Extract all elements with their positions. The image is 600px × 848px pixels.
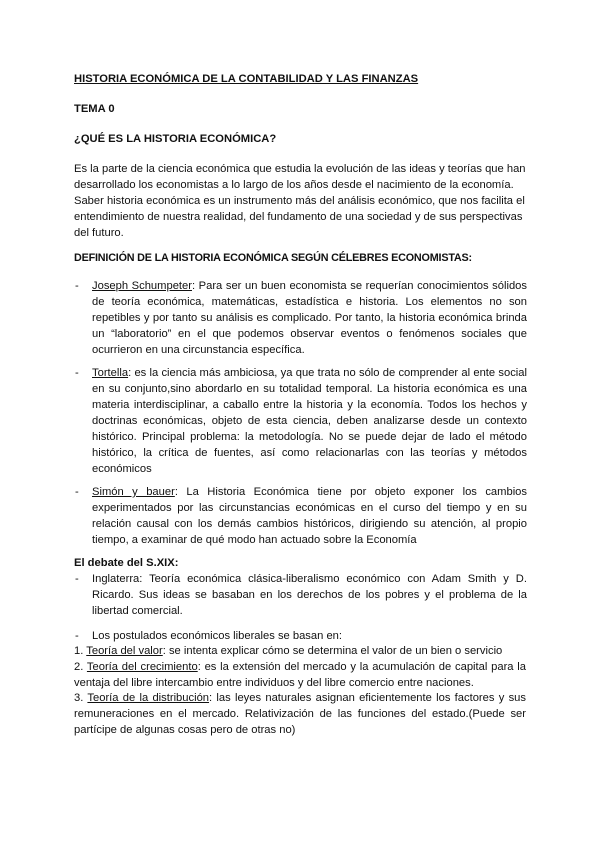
definition-item-simon-bauer xyxy=(75,484,527,548)
theory-term: Teoría del crecimiento xyxy=(86,661,198,673)
author-name: Joseph Schumpeter xyxy=(92,280,192,292)
theory-text: : se intenta explicar cómo se determina el valor de un bien o servicio xyxy=(162,645,503,657)
theory-term: Teoría del valor xyxy=(86,645,163,657)
definition-item-tortella xyxy=(75,365,527,477)
numbered-item-crecimiento xyxy=(74,659,526,691)
theory-text: : las leyes naturales asignan eficientemente los factores y sus remuneraciones en el mercado. Relativización de las funciones del estado.(Puede ser partícipe de algunas cosas pero de otras no) xyxy=(74,692,527,736)
author-name: Tortella xyxy=(92,367,129,379)
intro-paragraph: Es la parte de la ciencia económica que estudia la evolución de las ideas y teorías que han desarrollado los economistas a lo largo de los años desde el nacimiento de la economía. Saber historia económica es un instrumento más del análisis económico, que nos facilita el entendimiento de nuestra realidad, del fundamento de una sociedad y de sus perspectivas del futuro. xyxy=(74,163,526,239)
section-question-heading: ¿QUÉ ES LA HISTORIA ECONÓMICA? xyxy=(74,133,277,145)
postulados-text: Los postulados económicos liberales se basan en: xyxy=(92,630,343,642)
numbered-item-distribucion xyxy=(74,690,526,738)
item-number: 1. xyxy=(74,645,84,657)
list-dash: - xyxy=(75,280,79,292)
definition-text: : Para ser un buen economista se requerían conocimientos sólidos de teoría económica, matemáticas, estadística e historia. Los elementos no son repetibles y por tanto su análisis es complicado. Por tanto, la historia económica brinda un “laboratorio” en el que podemos observar eventos o fenómenos sociales que ocurrieron en una circunstancia específica. xyxy=(92,280,527,356)
definitions-heading: DEFINICIÓN DE LA HISTORIA ECONÓMICA SEGÚN CÉLEBRES ECONOMISTAS: xyxy=(74,252,472,264)
list-dash: - xyxy=(75,486,79,498)
item-number: 3. xyxy=(74,692,84,704)
definition-text: : es la ciencia más ambiciosa, ya que trata no sólo de comprender al ente social en su conjunto,sino abordarlo en su totalidad temporal. La historia económica es una materia interdisciplinar, a caballo entre la historia y la economía. Todos los hechos y doctrinas económicas, objeto de esta ciencia, deben analizarse desde un contexto histórico. Principal problema: la metodología. No se puede dejar de lado el método histórico, la crítica de fuentes, así como relacionarlas con las teorías y métodos económicos xyxy=(92,367,527,475)
debate-item-inglaterra xyxy=(75,571,527,619)
list-dash: - xyxy=(75,573,79,585)
debate-heading: El debate del S.XIX: xyxy=(74,557,179,569)
list-dash: - xyxy=(75,367,79,379)
postulados-item xyxy=(75,628,527,644)
numbered-item-valor xyxy=(74,643,526,659)
list-dash: - xyxy=(75,630,79,642)
tema-label: TEMA 0 xyxy=(74,103,115,115)
definition-item-schumpeter xyxy=(75,278,527,358)
theory-term: Teoría de la distribución xyxy=(87,692,210,704)
debate-text: Inglaterra: Teoría económica clásica-liberalismo económico con Adam Smith y D. Ricardo. Sus ideas se basaban en los derechos de los pobres y el problema de la libertad comercial. xyxy=(92,573,527,617)
theory-text: : es la extensión del mercado y la acumulación de capital para la ventaja del libre intercambio entre individuos y del libre comercio entre naciones. xyxy=(74,661,526,689)
definition-text: : La Historia Económica tiene por objeto exponer los cambios experimentados por las circunstancias económicas en el curso del tiempo y en su relación causal con los demás cambios históricos, dirigiendo su atención, al propio tiempo, a examinar de qué modo han actuado sobre la Economía xyxy=(92,486,527,546)
author-name: Simón y bauer xyxy=(92,486,175,498)
document-title: HISTORIA ECONÓMICA DE LA CONTABILIDAD Y LAS FINANZAS xyxy=(74,73,419,85)
item-number: 2. xyxy=(74,661,84,673)
